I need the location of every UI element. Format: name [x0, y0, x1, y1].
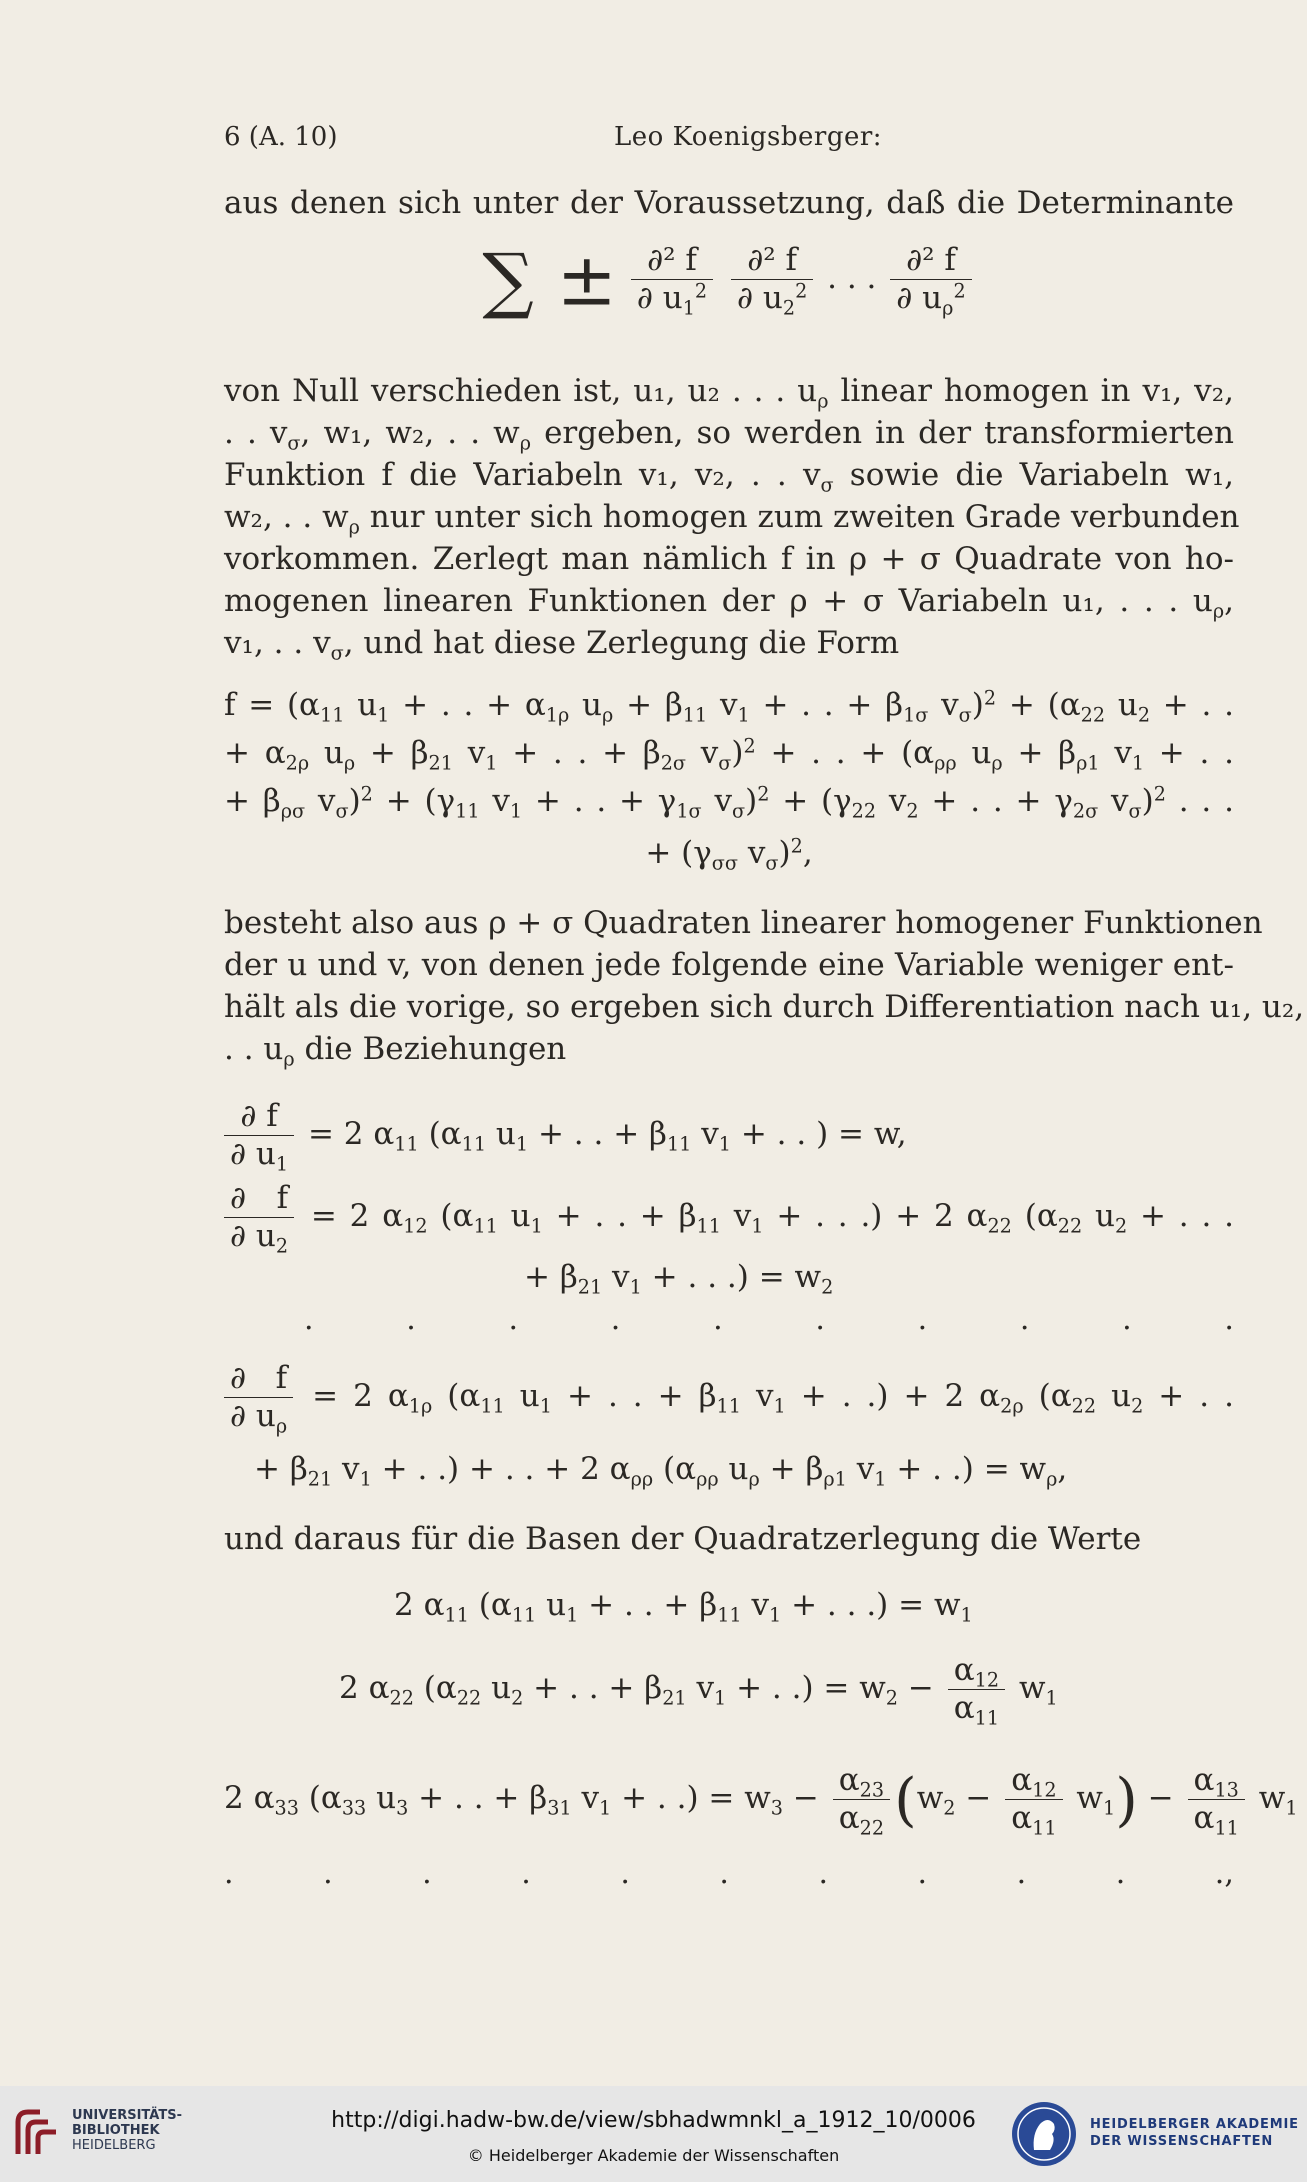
text-line: . . $v_\sigma$, w₁, w₂, . . $w_\rho$ ergeben, so werden in der transformierten [224, 415, 1235, 455]
running-head-author: Leo Koenigsberger: [614, 122, 883, 152]
ellipsis-row: . . . . . . . . . . [304, 1302, 1234, 1337]
derivative-equation: $\frac{\partial f}{\partial u_2}$ = 2 $\alpha_{12}$ ($\alpha_{11}$ $u_1$ + . . + $\beta_{11}$ $v_1$ + . . .) + 2 $\alpha_{22}$ ($\alpha_{22}$ $u_2$ + . . . [224, 1180, 1234, 1260]
digitization-footer [0, 2086, 1307, 2182]
sum-symbol: ∑ ± [482, 237, 617, 322]
text-line: Funktion f die Variabeln v₁, v₂, . . $v_\sigma$ sowie die Variabeln w₁, [224, 457, 1234, 497]
fraction: $\frac{\partial f}{\partial u_1}$ [224, 1098, 294, 1173]
text-line: vorkommen. Zerlegt man nämlich f in ρ + σ Quadrate von ho- [224, 541, 1234, 577]
text-line: von Null verschieden ist, u₁, u₂ . . . $u_\rho$ linear homogen in v₁, v₂, [224, 373, 1234, 413]
fraction: $\frac{\alpha_{23}}{\alpha_{22}}$ [833, 1762, 890, 1837]
equation-line: 2 $\alpha_{11}$ ($\alpha_{11}$ $u_1$ + . . + $\beta_{11}$ $v_1$ + . . .) = $w_1$ [394, 1587, 973, 1627]
determinant-formula [224, 237, 1234, 342]
text-line: der u und v, von denen jede folgende eine Variable weniger ent- [224, 947, 1234, 983]
ellipsis: . . . [827, 260, 877, 297]
permalink[interactable]: http://digi.hadw-bw.de/view/sbhadwmnkl_a_1912_10/0006 [331, 2108, 976, 2133]
fraction: $\frac{\alpha_{13}}{\alpha_{11}}$ [1188, 1762, 1245, 1837]
academy-seal-icon [1010, 2098, 1078, 2170]
academy-name: HEIDELBERGER AKADEMIE DER WISSENSCHAFTEN [1090, 2117, 1299, 2149]
ellipsis-row: . . . . . . . . . . ., [224, 1856, 1234, 1891]
equation-line: + $\beta_{21}$ $v_1$ + . . .) = $w_2$ [524, 1259, 834, 1299]
derivative-equation: $\frac{\partial f}{\partial u_1}$ = 2 $\alpha_{11}$ ($\alpha_{11}$ $u_1$ + . . + $\beta_{11}$ $v_1$ + . . ) = w, [224, 1098, 1234, 1178]
derivative-equation: $\frac{\partial f}{\partial u_\rho}$ = 2 $\alpha_{1\rho}$ ($\alpha_{11}$ $u_1$ + . . + $\beta_{11}$ $v_1$ + . .) + 2 $\alpha_{2\rho}$ ($\alpha_{22}$ $u_2$ + . . [224, 1360, 1234, 1440]
fraction: $\frac{\partial f}{\partial u_\rho}$ [224, 1360, 293, 1435]
copyright-notice: © Heidelberger Akademie der Wissenschaften [467, 2146, 840, 2165]
equation-line: 2 $\alpha_{33}$ ($\alpha_{33}$ $u_3$ + . . + $\beta_{31}$ $v_1$ + . .) = $w_3$ − $\frac{\alpha_{23}}{\alpha_{22}}$ ($w_2$ − $\frac{\alpha_{12}}{\alpha_{11}}$ $w_1$) − $\frac{\alpha_{13}}{\alpha_{11}}$ $w_1$ [224, 1762, 1298, 1840]
equation-line: + $\beta_{21}$ $v_1$ + . .) + . . + 2 $\alpha_{\rho\rho}$ ($\alpha_{\rho\rho}$ $u_\rho + \beta_{\rho 1}$ $v_1$ + . .) = $w_\rho$, [254, 1451, 1068, 1491]
text-line: besteht also aus ρ + σ Quadraten linearer homogener Funktionen [224, 905, 1263, 941]
text-line: hält als die vorige, so ergeben sich durch Differentiation nach u₁, u₂, [224, 989, 1305, 1025]
fraction: $\frac{\alpha_{12}}{\alpha_{11}}$ [948, 1652, 1005, 1727]
fraction: $\frac{\text{∂² f}}{\partial u_1^2}$ [631, 242, 713, 317]
fraction: $\frac{\partial f}{\partial u_2}$ [224, 1180, 294, 1255]
text-line: . . $u_\rho$ die Beziehungen [224, 1031, 567, 1071]
equation-line: $f = (\alpha_{11}$ $u_1$ + . . + $\alpha_{1\rho}$ $u_\rho + \beta_{11}$ $v_1$ + . . + $\beta_{1\sigma}$ $v_\sigma)^2 + (\alpha_{22}$ $u_2$ + . . [224, 686, 1234, 727]
text-line: v₁, . . $v_\sigma$, und hat diese Zerlegung die Form [224, 625, 900, 665]
equation-line: 2 $\alpha_{22}$ ($\alpha_{22}$ $u_2$ + . . + $\beta_{21}$ $v_1$ + . .) = $w_2$ − $\frac{\alpha_{12}}{\alpha_{11}}$ $w_1$ [339, 1652, 1058, 1730]
library-name: UNIVERSITÄTS- BIBLIOTHEK HEIDELBERG [72, 2108, 182, 2153]
fraction: $\frac{\text{∂² f}}{\partial u_2^2}$ [731, 242, 813, 317]
text-line: w₂, . . $w_\rho$ nur unter sich homogen zum zweiten Grade verbunden [224, 499, 1240, 539]
page-header [224, 122, 1234, 162]
text-line: und daraus für die Basen der Quadratzerlegung die Werte [224, 1521, 1142, 1557]
equation-line: + $\alpha_{2\rho}$ $u_\rho + \beta_{21}$ $v_1$ + . . + $\beta_{2\sigma}$ $v_\sigma)^2$ + . . + ($\alpha_{\rho\rho}$ $u_\rho + \beta_{\rho 1}$ $v_1$ + . . [224, 734, 1234, 775]
text-line: aus denen sich unter der Voraussetzung, daß die Determinante [224, 185, 1234, 221]
equation-line: + $\beta_{\rho\sigma}$ $v_\sigma)^2 + (\gamma_{11}$ $v_1$ + . . + $\gamma_{1\sigma}$ $v_\sigma)^2 + (\gamma_{22}$ $v_2$ + . . + $\gamma_{2\sigma}$ $v_\sigma)^2$ . . . [224, 782, 1234, 823]
equation-line: + ($\gamma_{\sigma\sigma}$ $v_\sigma)^2$, [645, 834, 813, 875]
fraction: $\frac{\text{∂² f}}{\partial u_\rho^2}$ [890, 242, 971, 317]
text-line: mogenen linearen Funktionen der ρ + σ Variabeln u₁, . . . $u_\rho$, [224, 583, 1234, 623]
fraction: $\frac{\alpha_{12}}{\alpha_{11}}$ [1005, 1762, 1062, 1837]
page-reference: 6 (A. 10) [224, 122, 338, 152]
